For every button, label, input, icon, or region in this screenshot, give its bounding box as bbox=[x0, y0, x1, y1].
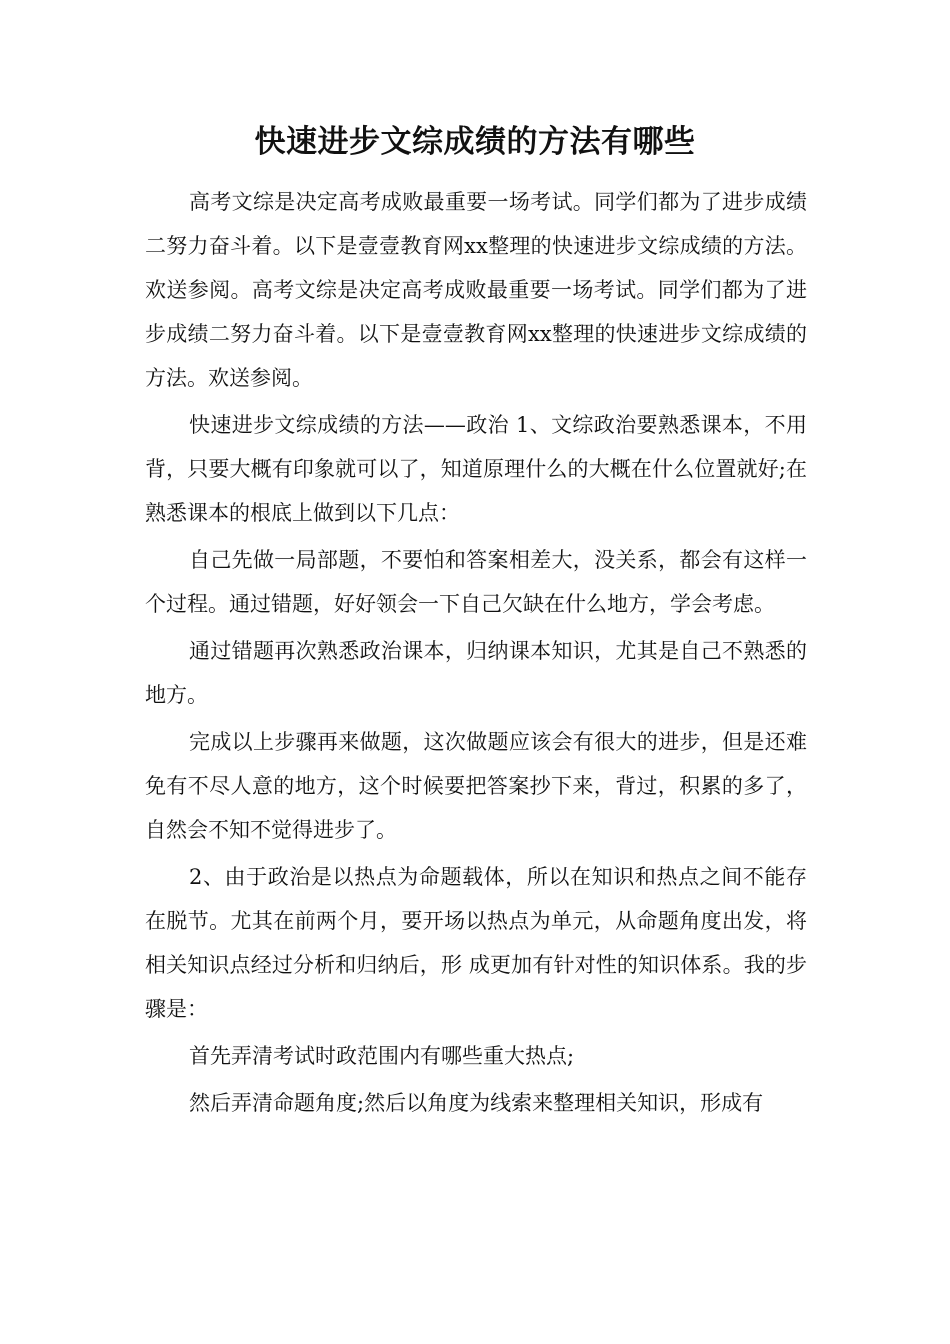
paragraph: 自己先做一局部题，不要怕和答案相差大，没关系，都会有这样一个过程。通过错题，好好领会一下自己欠缺在什么地方，学会考虑。 bbox=[145, 548, 807, 616]
paragraph: 通过错题再次熟悉政治课本，归纳课本知识，尤其是自己不熟悉的地方。 bbox=[145, 639, 807, 707]
document-body bbox=[145, 180, 807, 1128]
paragraph: 首先弄清考试时政范围内有哪些重大热点; bbox=[189, 1044, 575, 1068]
paragraph: 完成以上步骤再来做题，这次做题应该会有很大的进步，但是还难免有不尽人意的地方，这个时候要把答案抄下来，背过，积累的多了，自然会不知不觉得进步了。 bbox=[145, 730, 807, 842]
paragraph: 然后弄清命题角度;然后以角度为线索来整理相关知识，形成有 bbox=[189, 1091, 764, 1115]
paragraph: 快速进步文综成绩的方法——政治 1、文综政治要熟悉课本，不用背，只要大概有印象就可以了，知道原理什么的大概在什么位置就好;在熟悉课本的根底上做到以下几点： bbox=[145, 413, 807, 525]
paragraph: 高考文综是决定高考成败最重要一场考试。同学们都为了进步成绩二努力奋斗着。以下是壹壹教育网xx整理的快速进步文综成绩的方法。欢送参阅。高考文综是决定高考成败最重要一场考试。同学们都为了进步成绩二努力奋斗着。以下是壹壹教育网xx整理的快速进步文综成绩的方法。欢送参阅。 bbox=[145, 190, 807, 390]
document-title: 快速进步文综成绩的方法有哪些 bbox=[254, 124, 696, 160]
paragraph: 2、由于政治是以热点为命题载体，所以在知识和热点之间不能存在脱节。尤其在前两个月，要开场以热点为单元，从命题角度出发，将相关知识点经过分析和归纳后，形 成更加有针对性的知识体系。我的步骤是： bbox=[145, 865, 807, 1021]
